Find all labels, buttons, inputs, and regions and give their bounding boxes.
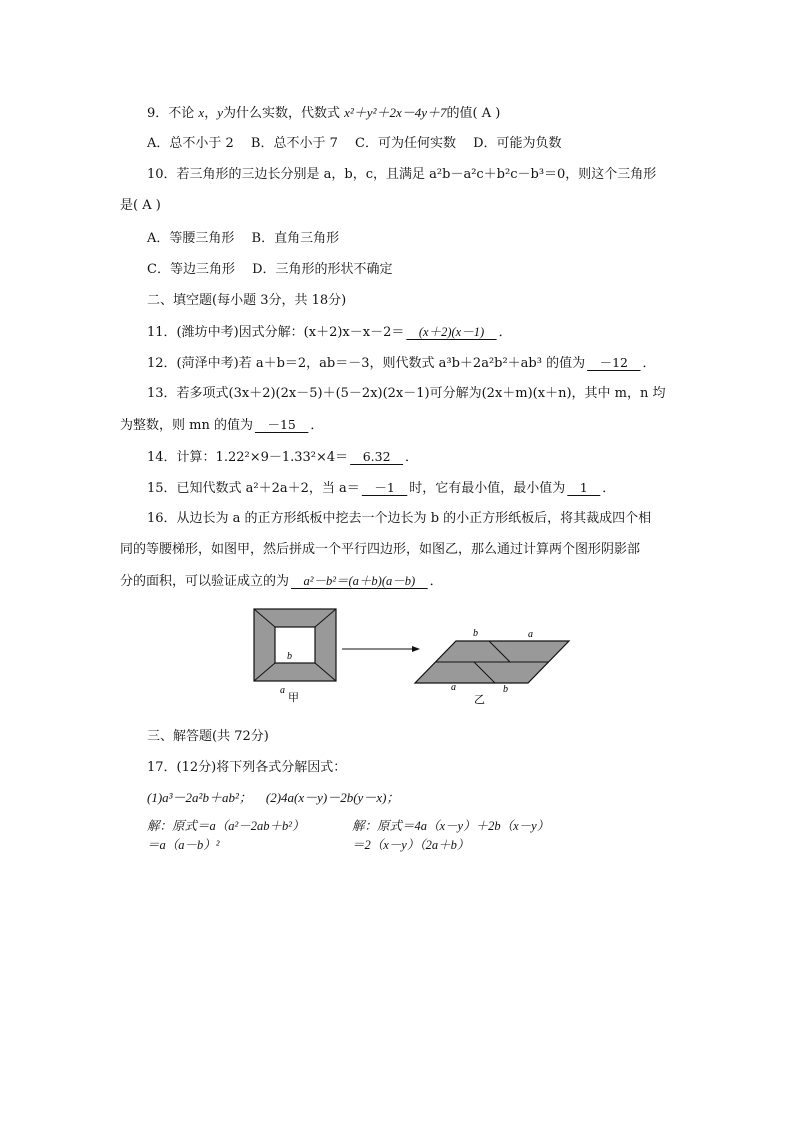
q9-text: 9．不论 — [147, 106, 199, 121]
q17-solution-1 — [147, 817, 305, 855]
q16-line2: 同的等腰梯形，如图甲，然后拼成一个平行四边形，如图乙，那么通过计算两个图形阴影部 — [120, 542, 641, 557]
q12-answer-blank: －12 — [587, 355, 641, 370]
q17-solution-1-line2: ＝a（a－b）² — [147, 838, 220, 852]
label-b-top: b — [473, 628, 478, 639]
q17-solution-1-line1: 解：原式＝a（a²－2ab＋b²） — [147, 819, 305, 833]
q9-var-y: y — [217, 105, 223, 120]
q17-title: 17．(12分)将下列各式分解因式： — [147, 760, 347, 775]
q15-answer-blank-1: －1 — [361, 480, 408, 495]
q9-var-x: x — [198, 105, 205, 120]
q16-end: ． — [429, 574, 443, 589]
q9-text-mid: 为什么实数，代数式 — [222, 106, 345, 121]
section-fill-in-blank-heading: 二、填空题(每小题 3分，共 18分) — [147, 293, 347, 308]
question-14 — [147, 448, 707, 467]
arrow-icon — [342, 646, 420, 652]
q17-parts — [147, 789, 707, 808]
q14-answer-blank: 6.32 — [350, 449, 404, 464]
figure-jia-square — [254, 609, 336, 704]
q14-end: ． — [405, 450, 419, 465]
square-to-parallelogram-figure — [250, 605, 580, 710]
question-12 — [147, 354, 707, 373]
question-11 — [147, 323, 707, 342]
q17-solution-2-line2: ＝2（x－y）（2a＋b） — [352, 838, 470, 852]
label-b-bottom: b — [503, 684, 508, 695]
section-solutions-heading: 三、解答题(共 72分) — [147, 729, 269, 744]
q14-text: 14．计算：1.22²×9－1.33²×4＝ — [147, 450, 349, 465]
q12-text: 12．(菏泽中考)若 a＋b＝2，ab＝－3，则代数式 a³b＋2a²b²＋ab³ 的值为 — [147, 356, 586, 371]
q13-line2 — [120, 416, 680, 435]
q9-expression: x²＋y²＋2x－4y＋7 — [344, 105, 447, 120]
q15-answer-blank-2: 1 — [567, 480, 601, 495]
q10-options-ab: A．等腰三角形 B．直角三角形 — [147, 231, 340, 246]
label-b-inner: b — [287, 651, 292, 662]
caption-jia: 甲 — [288, 691, 299, 704]
q16-line1: 16．从边长为 a 的正方形纸板中挖去一个边长为 b 的小正方形纸板后，将其裁成四个相 — [147, 511, 652, 526]
q16-text: 分的面积，可以验证成立的为 — [120, 574, 290, 589]
q13-text: 为整数，则 mn 的值为 — [120, 418, 253, 433]
q11-text: 11．(潍坊中考)因式分解：(x＋2)x－x－2＝ — [147, 325, 405, 340]
figure-yi-parallelogram — [415, 628, 569, 706]
q9-answer: 的值( A ) — [446, 106, 501, 121]
q9-options: A．总不小于 2 B．总不小于 7 C．可为任何实数 D．可能为负数 — [147, 136, 562, 151]
q10-line2: 是( A ) — [120, 198, 161, 213]
inner-square-hole — [275, 627, 315, 663]
label-a-side: a — [280, 685, 285, 696]
q15-text: 15．已知代数式 a²＋2a＋2，当 a＝ — [147, 481, 360, 496]
q16-answer-blank: a²－b²＝(a＋b)(a－b) — [291, 574, 428, 588]
q13-end: ． — [310, 418, 324, 433]
q11-end: ． — [498, 325, 512, 340]
q11-answer-blank: (x＋2)(x－1) — [406, 325, 497, 339]
q12-end: ． — [642, 356, 656, 371]
q15-end: ． — [602, 481, 616, 496]
q13-answer-blank: －15 — [254, 417, 309, 432]
q16-line3 — [120, 572, 680, 591]
question-15 — [147, 479, 707, 498]
label-a-bottom: a — [451, 682, 456, 693]
q10-line1: 10．若三角形的三边长分别是 a，b，c，且满足 a²b－a²c＋b²c－b³＝0，则这个三角形 — [147, 167, 657, 182]
caption-yi: 乙 — [474, 693, 485, 706]
q13-line1: 13．若多项式(3x＋2)(2x－5)＋(5－2x)(2x－1)可分解为(2x＋m)(x＋n)，其中 m，n 均 — [147, 386, 666, 401]
label-a-top: a — [528, 629, 533, 640]
q15-text-mid: 时，它有最小值，最小值为 — [409, 481, 566, 496]
q9-comma: ， — [204, 106, 218, 121]
q17-part-2: (2)4a(x－y)－2b(y－x)； — [265, 790, 400, 805]
question-9 — [147, 104, 707, 123]
q10-options-cd: C．等边三角形 D．三角形的形状不确定 — [147, 262, 393, 277]
q17-solution-2-line1: 解：原式＝4a（x－y）＋2b（x－y） — [352, 819, 550, 833]
q17-solution-2 — [352, 817, 549, 855]
q17-part-1: (1)a³－2a²b＋ab²； — [147, 790, 252, 805]
